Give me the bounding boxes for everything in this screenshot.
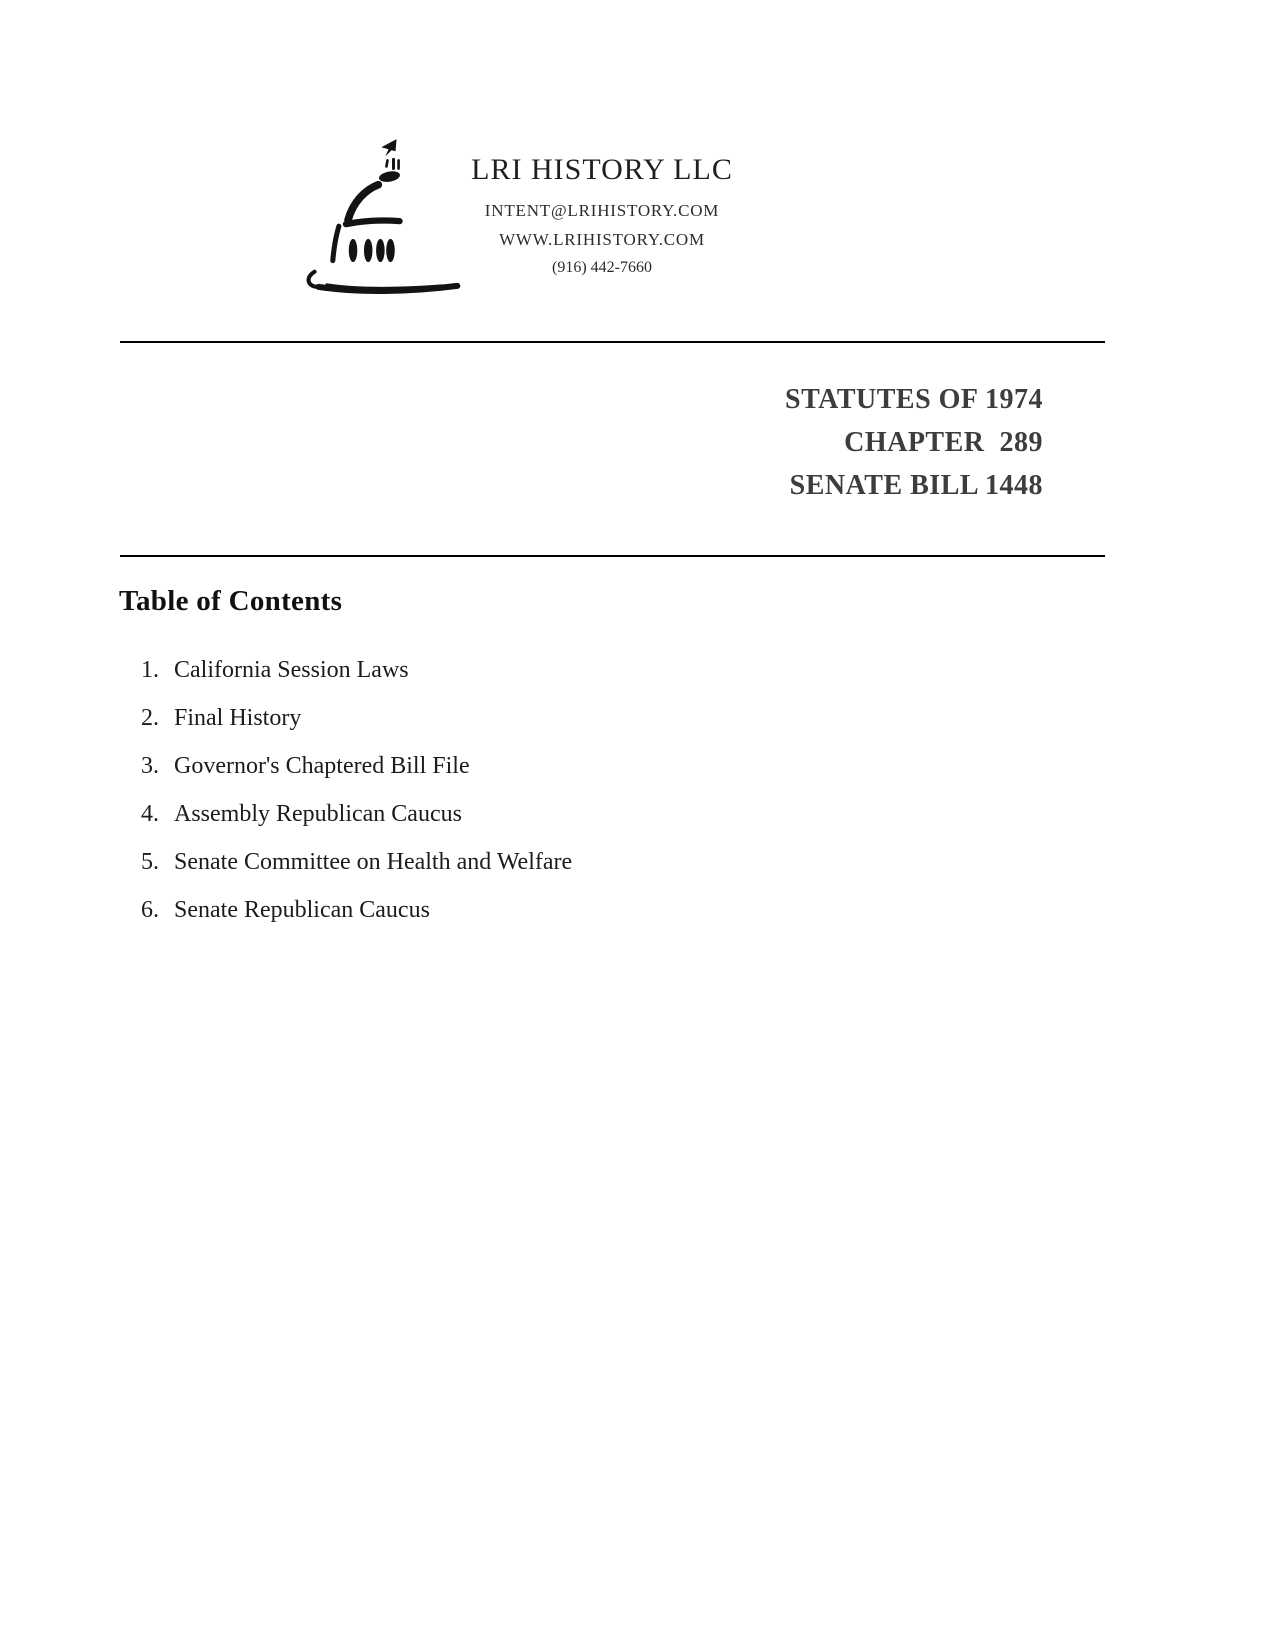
company-email: INTENT@LRIHISTORY.COM bbox=[484, 201, 720, 220]
toc-item-label: Senate Committee on Health and Welfare bbox=[174, 849, 573, 875]
toc-item-number: 5. bbox=[141, 849, 159, 875]
toc-item-number: 3. bbox=[141, 753, 159, 779]
toc-item-label: Final History bbox=[174, 705, 302, 731]
chapter-line: CHAPTER 289 bbox=[844, 427, 1043, 458]
company-website: WWW.LRIHISTORY.COM bbox=[499, 230, 705, 249]
toc-item-number: 6. bbox=[141, 897, 159, 923]
toc-heading: Table of Contents bbox=[119, 585, 343, 617]
toc-item-label: California Session Laws bbox=[174, 657, 409, 683]
toc-item bbox=[141, 895, 841, 925]
toc-item-number: 4. bbox=[141, 801, 159, 827]
toc-item bbox=[141, 847, 841, 877]
toc-item bbox=[141, 799, 841, 829]
letterhead bbox=[402, 152, 802, 282]
statutes-line: STATUTES OF 1974 bbox=[785, 384, 1043, 415]
toc-item bbox=[141, 655, 841, 685]
horizontal-rule-top bbox=[120, 341, 1105, 343]
toc-item-label: Assembly Republican Caucus bbox=[174, 801, 462, 827]
company-phone: (916) 442-7660 bbox=[552, 259, 652, 276]
senate-bill-line: SENATE BILL 1448 bbox=[789, 470, 1043, 501]
document-title-block bbox=[785, 378, 1043, 507]
horizontal-rule-bottom bbox=[120, 555, 1105, 557]
toc-item-number: 1. bbox=[141, 657, 159, 683]
toc-item-label: Governor's Chaptered Bill File bbox=[174, 753, 470, 779]
toc-item-number: 2. bbox=[141, 705, 159, 731]
company-name: LRI HISTORY LLC bbox=[471, 153, 733, 186]
toc-item bbox=[141, 703, 841, 733]
toc-list bbox=[141, 655, 841, 943]
toc-item bbox=[141, 751, 841, 781]
toc-item-label: Senate Republican Caucus bbox=[174, 897, 430, 923]
